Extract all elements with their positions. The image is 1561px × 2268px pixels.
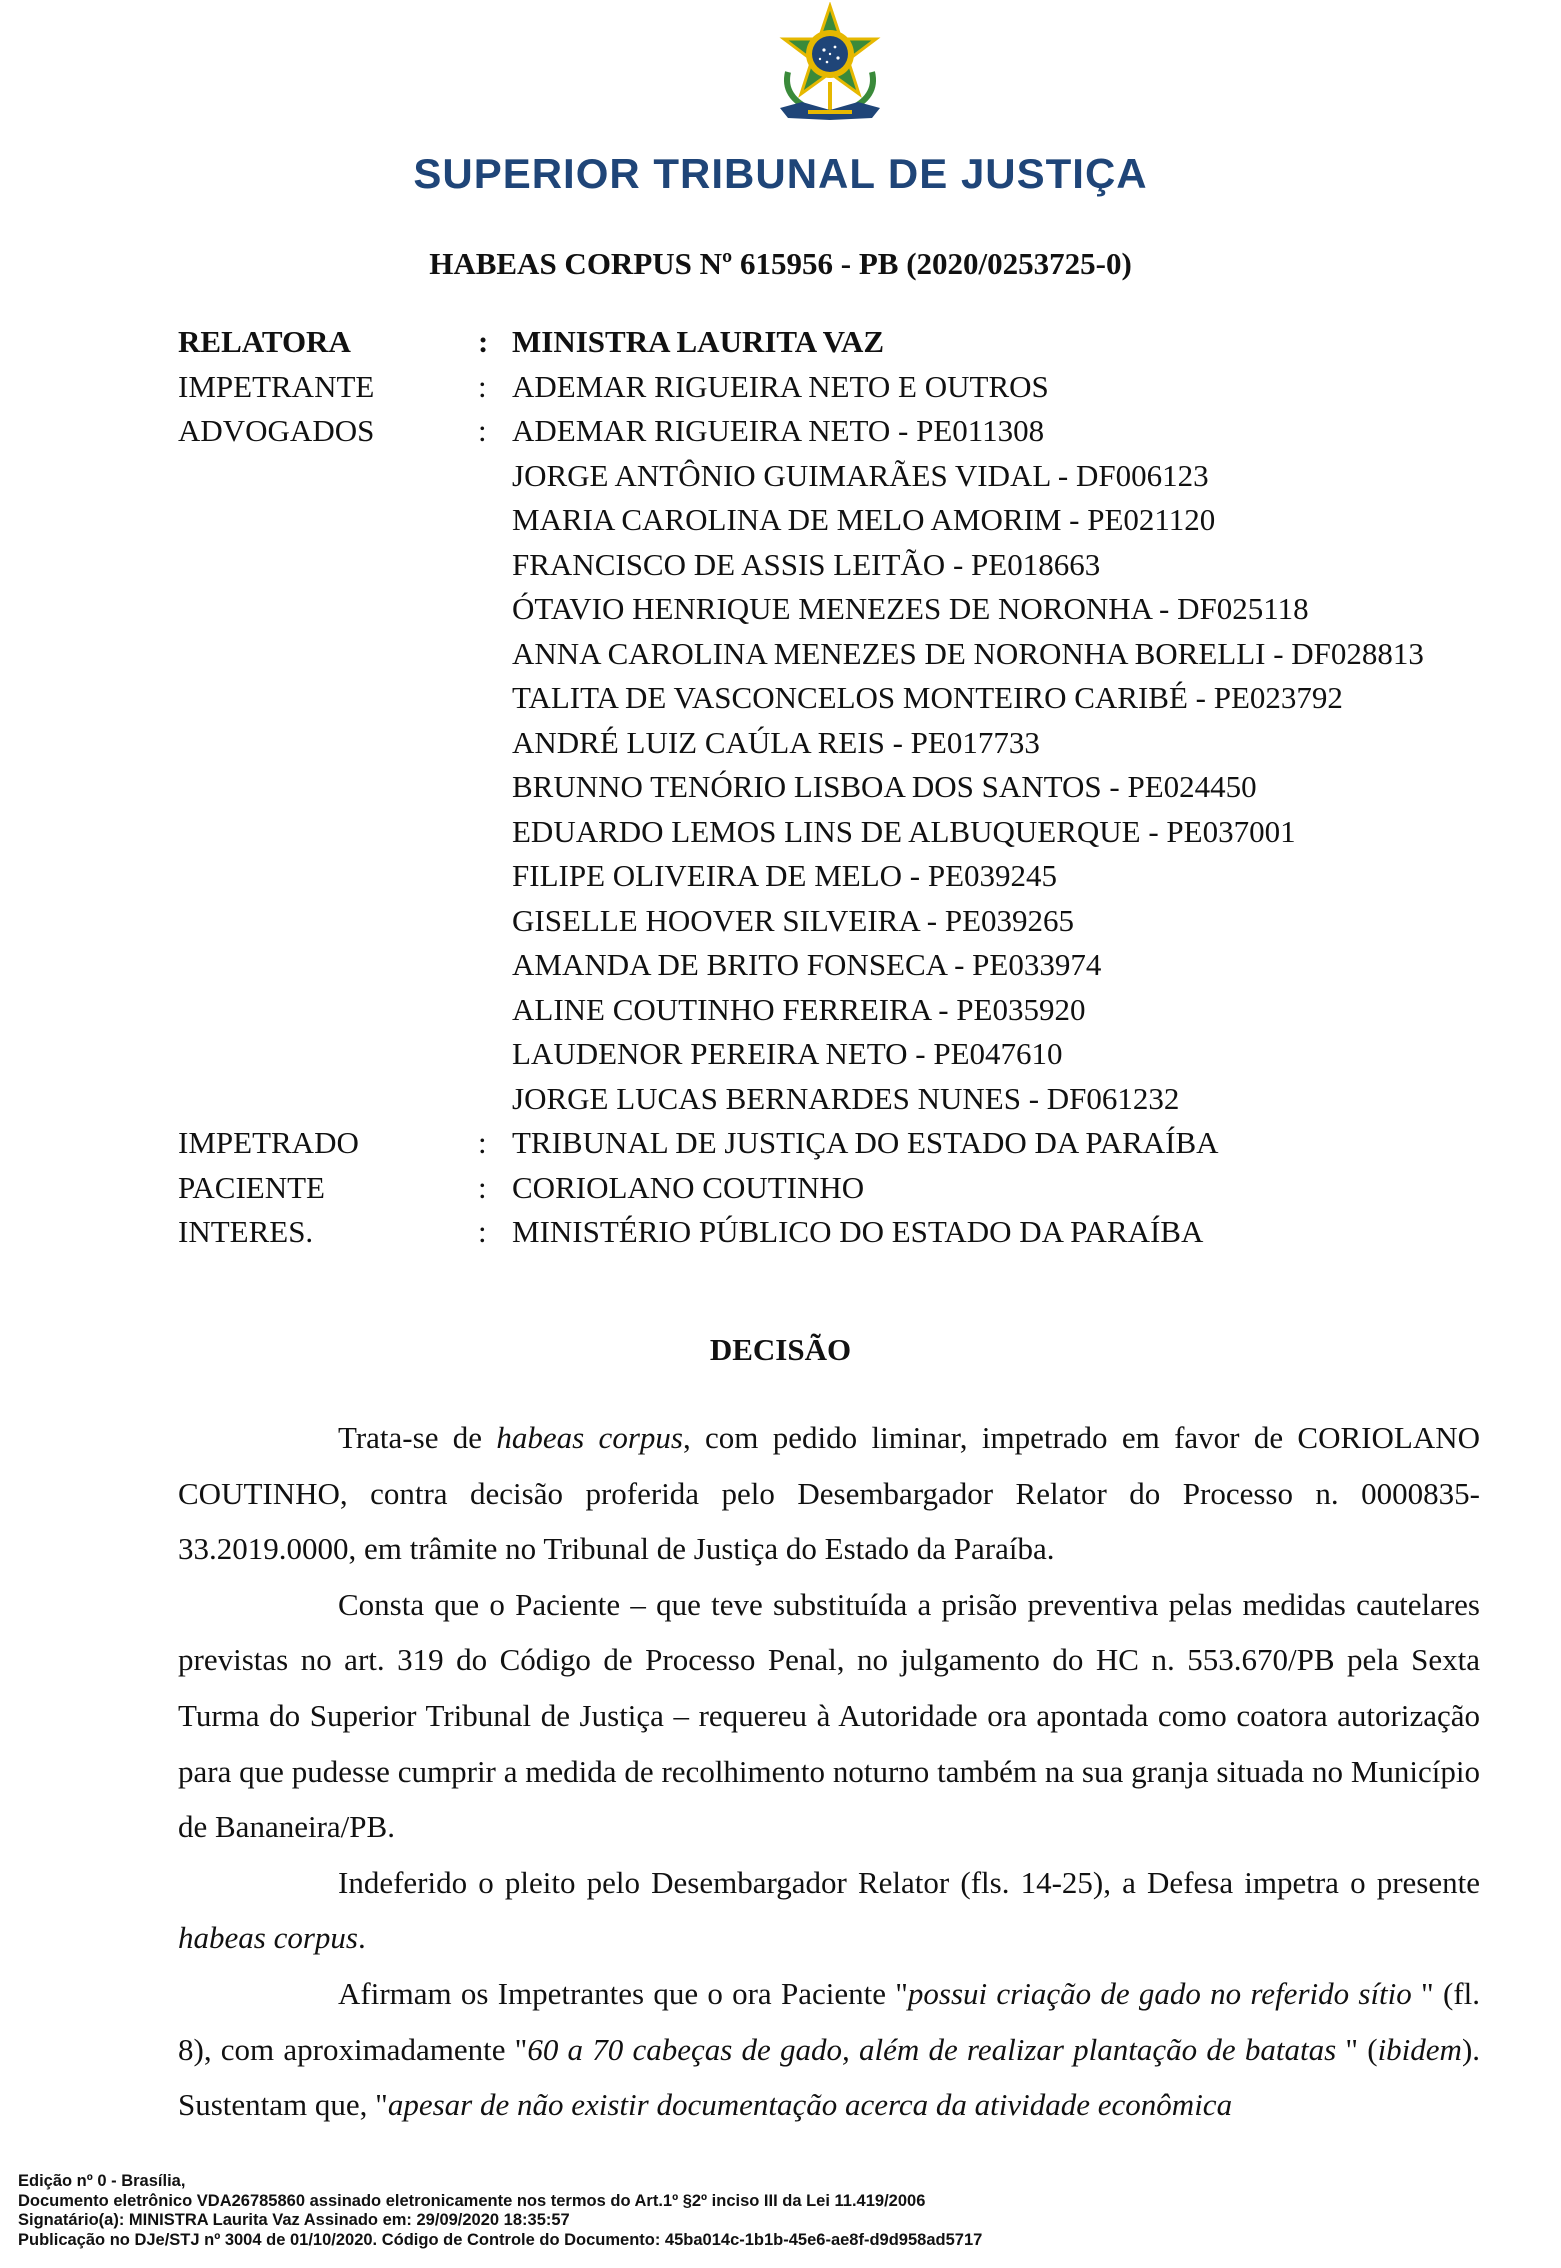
party-label: PACIENTE [178,1169,325,1205]
party-row [178,899,1518,944]
party-label [178,943,478,988]
paragraph-text: , com pedido liminar, impetrado em favor de CORIOLANO COUTINHO, contra decisão proferida pelo Desembargador Relator do Processo n. 0000835-33.2019.0000, em trâmite no Tribunal de Justiça do Estado da Paraíba. [178,1420,1480,1567]
party-separator: : [478,413,487,448]
party-value: LAUDENOR PEREIRA NETO - PE047610 [512,1036,1063,1071]
party-separator [478,854,512,899]
party-value: TRIBUNAL DE JUSTIÇA DO ESTADO DA PARAÍBA [512,1125,1219,1160]
party-row [178,1077,1518,1122]
party-row [178,365,1518,410]
footer-publication: Publicação no DJe/STJ nº 3004 de 01/10/2020. Código de Controle do Documento: 45ba014c-1b1b-45e6-ae8f-d9d958ad5717 [18,2230,983,2249]
party-row [178,1210,1518,1255]
party-value: AMANDA DE BRITO FONSECA - PE033974 [512,947,1102,982]
party-value: BRUNNO TENÓRIO LISBOA DOS SANTOS - PE024450 [512,769,1257,804]
party-label [178,543,478,588]
party-value: ÓTAVIO HENRIQUE MENEZES DE NORONHA - DF025118 [512,591,1309,626]
party-row [178,676,1518,721]
paragraph-text: Afirmam os Impetrantes que o ora Paciente " [338,1975,908,2011]
party-separator [478,543,512,588]
party-row [178,320,1518,365]
party-separator [478,632,512,677]
paragraph-text: Consta que o Paciente – que teve substituída a prisão preventiva pelas medidas cautelares previstas no art. 319 do Código de Processo Penal, no julgamento do HC n. 553.670/PB pela Sexta Turma do Superior Tribunal de Justiça – requereu à Autoridade ora apontada como coatora autorização para que pudesse cumprir a medida de recolhimento noturno também na sua granja situada no Município de Bananeira/PB. [178,1586,1480,1845]
party-value: ALINE COUTINHO FERREIRA - PE035920 [512,991,1086,1027]
party-row [178,854,1518,899]
party-label [178,454,478,499]
party-value: ANNA CAROLINA MENEZES DE NORONHA BORELLI - DF028813 [512,635,1424,671]
footer-electronic-document: Documento eletrônico VDA26785860 assinado eletronicamente nos termos do Art.1º §2º inciso III da Lei 11.419/2006 [18,2191,926,2210]
party-separator [478,1032,512,1077]
footer-signatory: Signatário(a): MINISTRA Laurita Vaz Assinado em: 29/09/2020 18:35:57 [18,2211,570,2229]
decision-paragraph [178,1577,1480,1855]
party-value: ANDRÉ LUIZ CAÚLA REIS - PE017733 [512,724,1040,760]
party-separator [478,721,512,766]
party-separator [478,498,512,543]
case-title: HABEAS CORPUS Nº 615956 - PB (2020/0253725-0) [429,246,1132,281]
party-row [178,587,1518,632]
party-label [178,765,478,810]
parties-list [178,320,1518,1255]
party-separator [478,1077,512,1122]
party-separator: : [478,1125,487,1160]
party-row [178,632,1518,677]
party-separator [478,988,512,1033]
party-row [178,721,1518,766]
party-row [178,543,1518,588]
party-value: MINISTÉRIO PÚBLICO DO ESTADO DA PARAÍBA [512,1214,1204,1249]
party-label [178,721,478,766]
italic-text: possui criação de gado no referido sítio [907,1975,1412,2011]
paragraph-text: Trata-se de [338,1420,497,1455]
party-row [178,498,1518,543]
party-value: EDUARDO LEMOS LINS DE ALBUQUERQUE - PE037001 [512,813,1296,849]
decision-paragraph [178,1855,1480,1966]
party-label [178,1032,478,1077]
party-label [178,632,478,677]
party-row [178,454,1518,499]
party-separator [478,676,512,721]
party-value: FRANCISCO DE ASSIS LEITÃO - PE018663 [512,546,1101,582]
party-value: MINISTRA LAURITA VAZ [512,324,885,359]
party-label: IMPETRADO [178,1125,359,1160]
party-separator [478,810,512,855]
party-label [178,988,478,1033]
party-value: ADEMAR RIGUEIRA NETO - PE011308 [512,413,1045,448]
party-row [178,810,1518,855]
party-value: ADEMAR RIGUEIRA NETO E OUTROS [512,368,1049,404]
party-separator: : [478,324,489,359]
footer-edition: Edição nº 0 - Brasília, [18,2172,186,2190]
party-label [178,676,478,721]
paragraph-text: " ( [1336,2031,1378,2067]
party-value: MARIA CAROLINA DE MELO AMORIM - PE021120 [512,502,1216,537]
decision-paragraph [178,1966,1480,2133]
court-name: SUPERIOR TRIBUNAL DE JUSTIÇA [413,150,1148,197]
paragraph-text: ). Sustentam que, " [178,2031,1481,2123]
party-row [178,1032,1518,1077]
signature-footer [18,2172,1548,2250]
party-row [178,765,1518,810]
party-row [178,1121,1518,1166]
party-row [178,943,1518,988]
paragraph-text: . [357,1920,366,1956]
party-row [178,988,1518,1033]
party-label [178,854,478,899]
coat-of-arms-icon [772,2,888,124]
italic-text: habeas corpus [178,1920,358,1956]
party-label [178,1077,478,1122]
party-value: JORGE LUCAS BERNARDES NUNES - DF061232 [512,1080,1180,1116]
party-separator [478,454,512,499]
party-value: JORGE ANTÔNIO GUIMARÃES VIDAL - DF006123 [512,457,1209,493]
italic-text: ibidem [1377,2031,1462,2067]
party-value: FILIPE OLIVEIRA DE MELO - PE039245 [512,858,1058,893]
paragraph-text: " (fl. 8), com aproximadamente " [178,1975,1480,2067]
party-label [178,810,478,855]
party-value: TALITA DE VASCONCELOS MONTEIRO CARIBÉ - PE023792 [512,680,1343,715]
party-label [178,899,478,944]
decision-body [178,1410,1480,2133]
party-separator [478,943,512,988]
party-separator: : [478,1169,487,1205]
party-label: INTERES. [178,1214,314,1249]
decision-paragraph [178,1410,1480,1577]
party-row [178,1166,1518,1211]
party-value: CORIOLANO COUTINHO [512,1169,865,1205]
party-label: ADVOGADOS [178,413,375,448]
italic-text: apesar de não existir documentação acerca da atividade econômica [387,2087,1233,2123]
party-value: GISELLE HOOVER SILVEIRA - PE039265 [512,902,1075,938]
party-separator: : [478,1214,487,1249]
italic-text: 60 a 70 cabeças de gado, além de realizar plantação de batatas [527,2031,1337,2067]
party-label [178,498,478,543]
italic-text: habeas corpus [496,1420,683,1455]
party-label [178,587,478,632]
party-separator [478,899,512,944]
paragraph-text: Indeferido o pleito pelo Desembargador Relator (fls. 14-25), a Defesa impetra o presente [338,1864,1480,1900]
party-separator [478,587,512,632]
decision-heading: DECISÃO [709,1332,852,1367]
party-separator: : [478,368,487,404]
party-label: RELATORA [178,324,351,359]
party-label: IMPETRANTE [178,368,375,404]
party-row [178,409,1518,454]
party-separator [478,765,512,810]
